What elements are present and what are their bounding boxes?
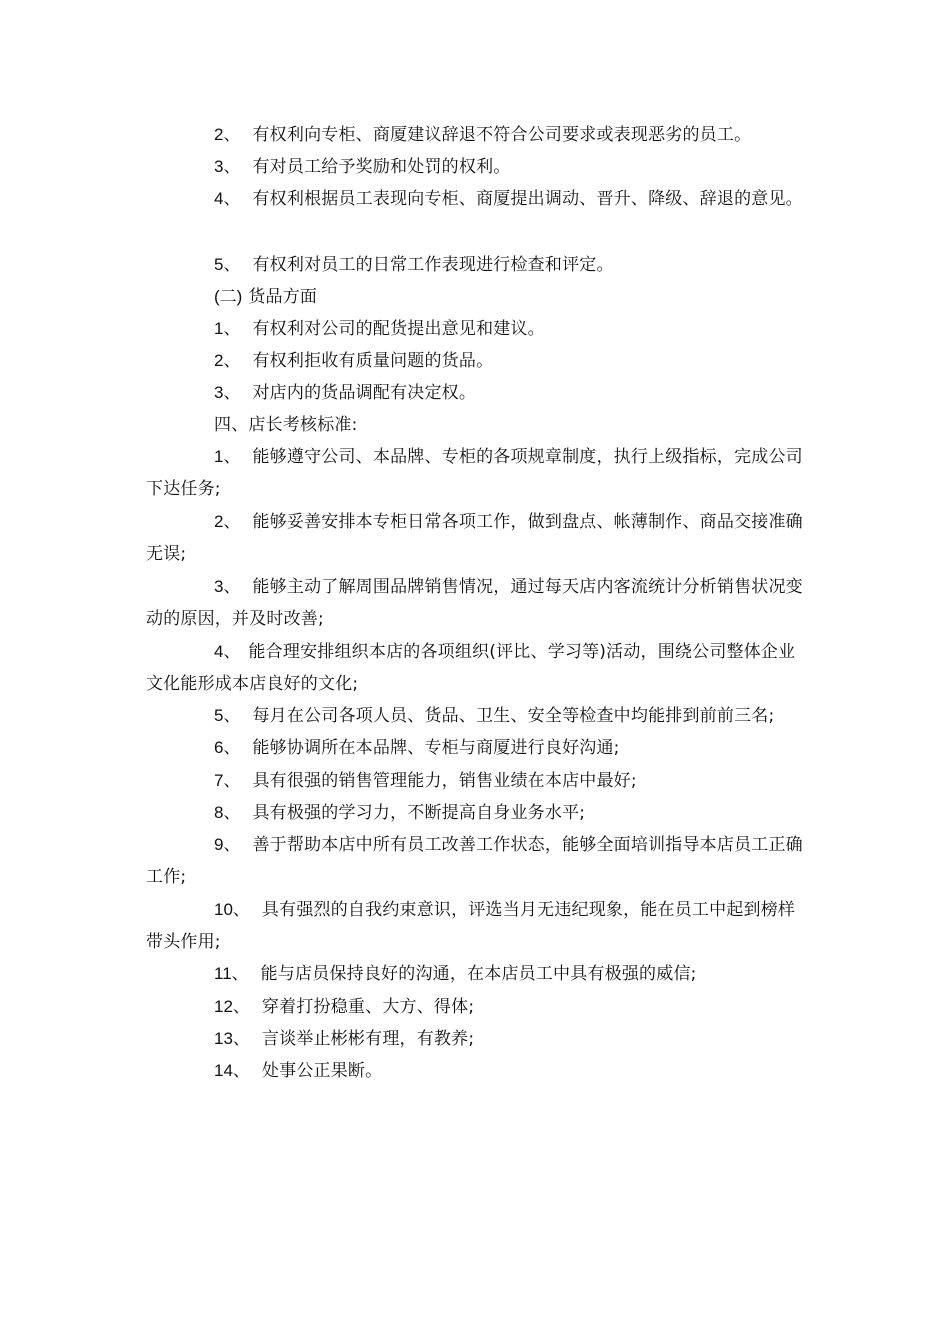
paragraph-assessment-1 — [146, 441, 810, 505]
item-number: 4、 — [214, 642, 241, 661]
item-number: 3、 — [214, 383, 241, 402]
paragraph-assessment-2 — [146, 506, 810, 570]
item-number: 8、 — [214, 803, 241, 822]
paragraph-text: 善于帮助本店中所有员工改善工作状态，能够全面培训指导本店员工正确工作; — [146, 835, 803, 887]
paragraph-text: 有权利根据员工表现向专柜、商厦提出调动、晋升、降级、辞退的意见。 — [252, 189, 803, 209]
paragraph-assessment-8 — [146, 797, 810, 829]
paragraph-rights-4 — [146, 183, 810, 215]
paragraph-text: 能够主动了解周围品牌销售情况，通过每天店内客流统计分析销售状况变动的原因，并及时改善; — [146, 577, 803, 629]
paragraph-assessment-7 — [146, 765, 810, 797]
paragraph-rights-3 — [146, 151, 810, 183]
paragraph-text: 具有很强的销售管理能力，销售业绩在本店中最好; — [252, 771, 637, 791]
paragraph-assessment-9 — [146, 829, 810, 893]
paragraph-text: 有权利拒收有质量问题的货品。 — [252, 351, 494, 371]
paragraph-text: 言谈举止彬彬有理，有教养; — [261, 1029, 475, 1049]
item-number: 2、 — [214, 125, 241, 144]
paragraph-text: 具有强烈的自我约束意识，评选当月无违纪现象，能在员工中起到榜样带头作用; — [146, 900, 796, 952]
item-number: 9、 — [214, 835, 241, 854]
paragraph-text: 能够协调所在本品牌、专柜与商厦进行良好沟通; — [252, 738, 620, 758]
paragraph-text: 具有极强的学习力，不断提高自身业务水平; — [252, 803, 586, 823]
paragraph-text: 能够遵守公司、本品牌、专柜的各项规章制度，执行上级指标，完成公司下达任务; — [146, 447, 803, 499]
section-title: 货品方面 — [248, 287, 318, 307]
item-number: 6、 — [214, 738, 241, 757]
paragraph-text: 处事公正果断。 — [261, 1061, 383, 1081]
paragraph-goods-3 — [146, 377, 810, 409]
item-number: 3、 — [214, 577, 241, 596]
section-title: 四、店长考核标准: — [214, 415, 358, 435]
item-number: 2、 — [214, 351, 241, 370]
paragraph-goods-2 — [146, 345, 810, 377]
section-number: (二) — [214, 287, 243, 306]
item-number: 12、 — [214, 997, 250, 1016]
paragraph-text: 每月在公司各项人员、货品、卫生、安全等检查中均能排到前前三名; — [252, 706, 775, 726]
paragraph-text: 有权利对公司的配货提出意见和建议。 — [252, 319, 545, 339]
paragraph-assessment-12 — [146, 991, 810, 1023]
item-number: 5、 — [214, 255, 241, 274]
item-number: 10、 — [214, 900, 250, 919]
paragraph-assessment-5 — [146, 700, 810, 732]
paragraph-goods-1 — [146, 313, 810, 345]
paragraph-text: 穿着打扮稳重、大方、得体; — [261, 997, 475, 1017]
paragraph-rights-2 — [146, 119, 810, 151]
section-heading-goods — [146, 281, 810, 313]
paragraph-assessment-4 — [146, 636, 810, 700]
paragraph-assessment-14 — [146, 1055, 810, 1087]
paragraph-text: 有对员工给予奖励和处罚的权利。 — [252, 157, 511, 177]
item-number: 5、 — [214, 706, 241, 725]
paragraph-text: 能与店员保持良好的沟通，在本店员工中具有极强的威信; — [260, 964, 697, 984]
item-number: 4、 — [214, 189, 241, 208]
paragraph-assessment-10 — [146, 894, 810, 958]
item-number: 1、 — [214, 319, 241, 338]
item-number: 7、 — [214, 771, 241, 790]
item-number: 11、 — [214, 964, 249, 983]
paragraph-rights-5 — [146, 249, 810, 281]
paragraph-assessment-13 — [146, 1023, 810, 1055]
paragraph-text: 对店内的货品调配有决定权。 — [252, 383, 477, 403]
item-number: 3、 — [214, 157, 241, 176]
item-number: 2、 — [214, 512, 241, 531]
section-heading-assessment — [146, 409, 810, 441]
item-number: 14、 — [214, 1061, 250, 1080]
paragraph-text: 能合理安排组织本店的各项组织(评比、学习等)活动，围绕公司整体企业文化能形成本店良好的文化; — [146, 642, 796, 694]
paragraph-assessment-3 — [146, 571, 810, 635]
paragraph-text: 能够妥善安排本专柜日常各项工作，做到盘点、帐薄制作、商品交接准确无误; — [146, 512, 803, 564]
paragraph-text: 有权利对员工的日常工作表现进行检查和评定。 — [252, 255, 614, 275]
paragraph-assessment-6 — [146, 732, 810, 764]
item-number: 13、 — [214, 1029, 250, 1048]
paragraph-text: 有权利向专柜、商厦建议辞退不符合公司要求或表现恶劣的员工。 — [252, 125, 752, 145]
paragraph-assessment-11 — [146, 958, 810, 990]
item-number: 1、 — [214, 447, 241, 466]
